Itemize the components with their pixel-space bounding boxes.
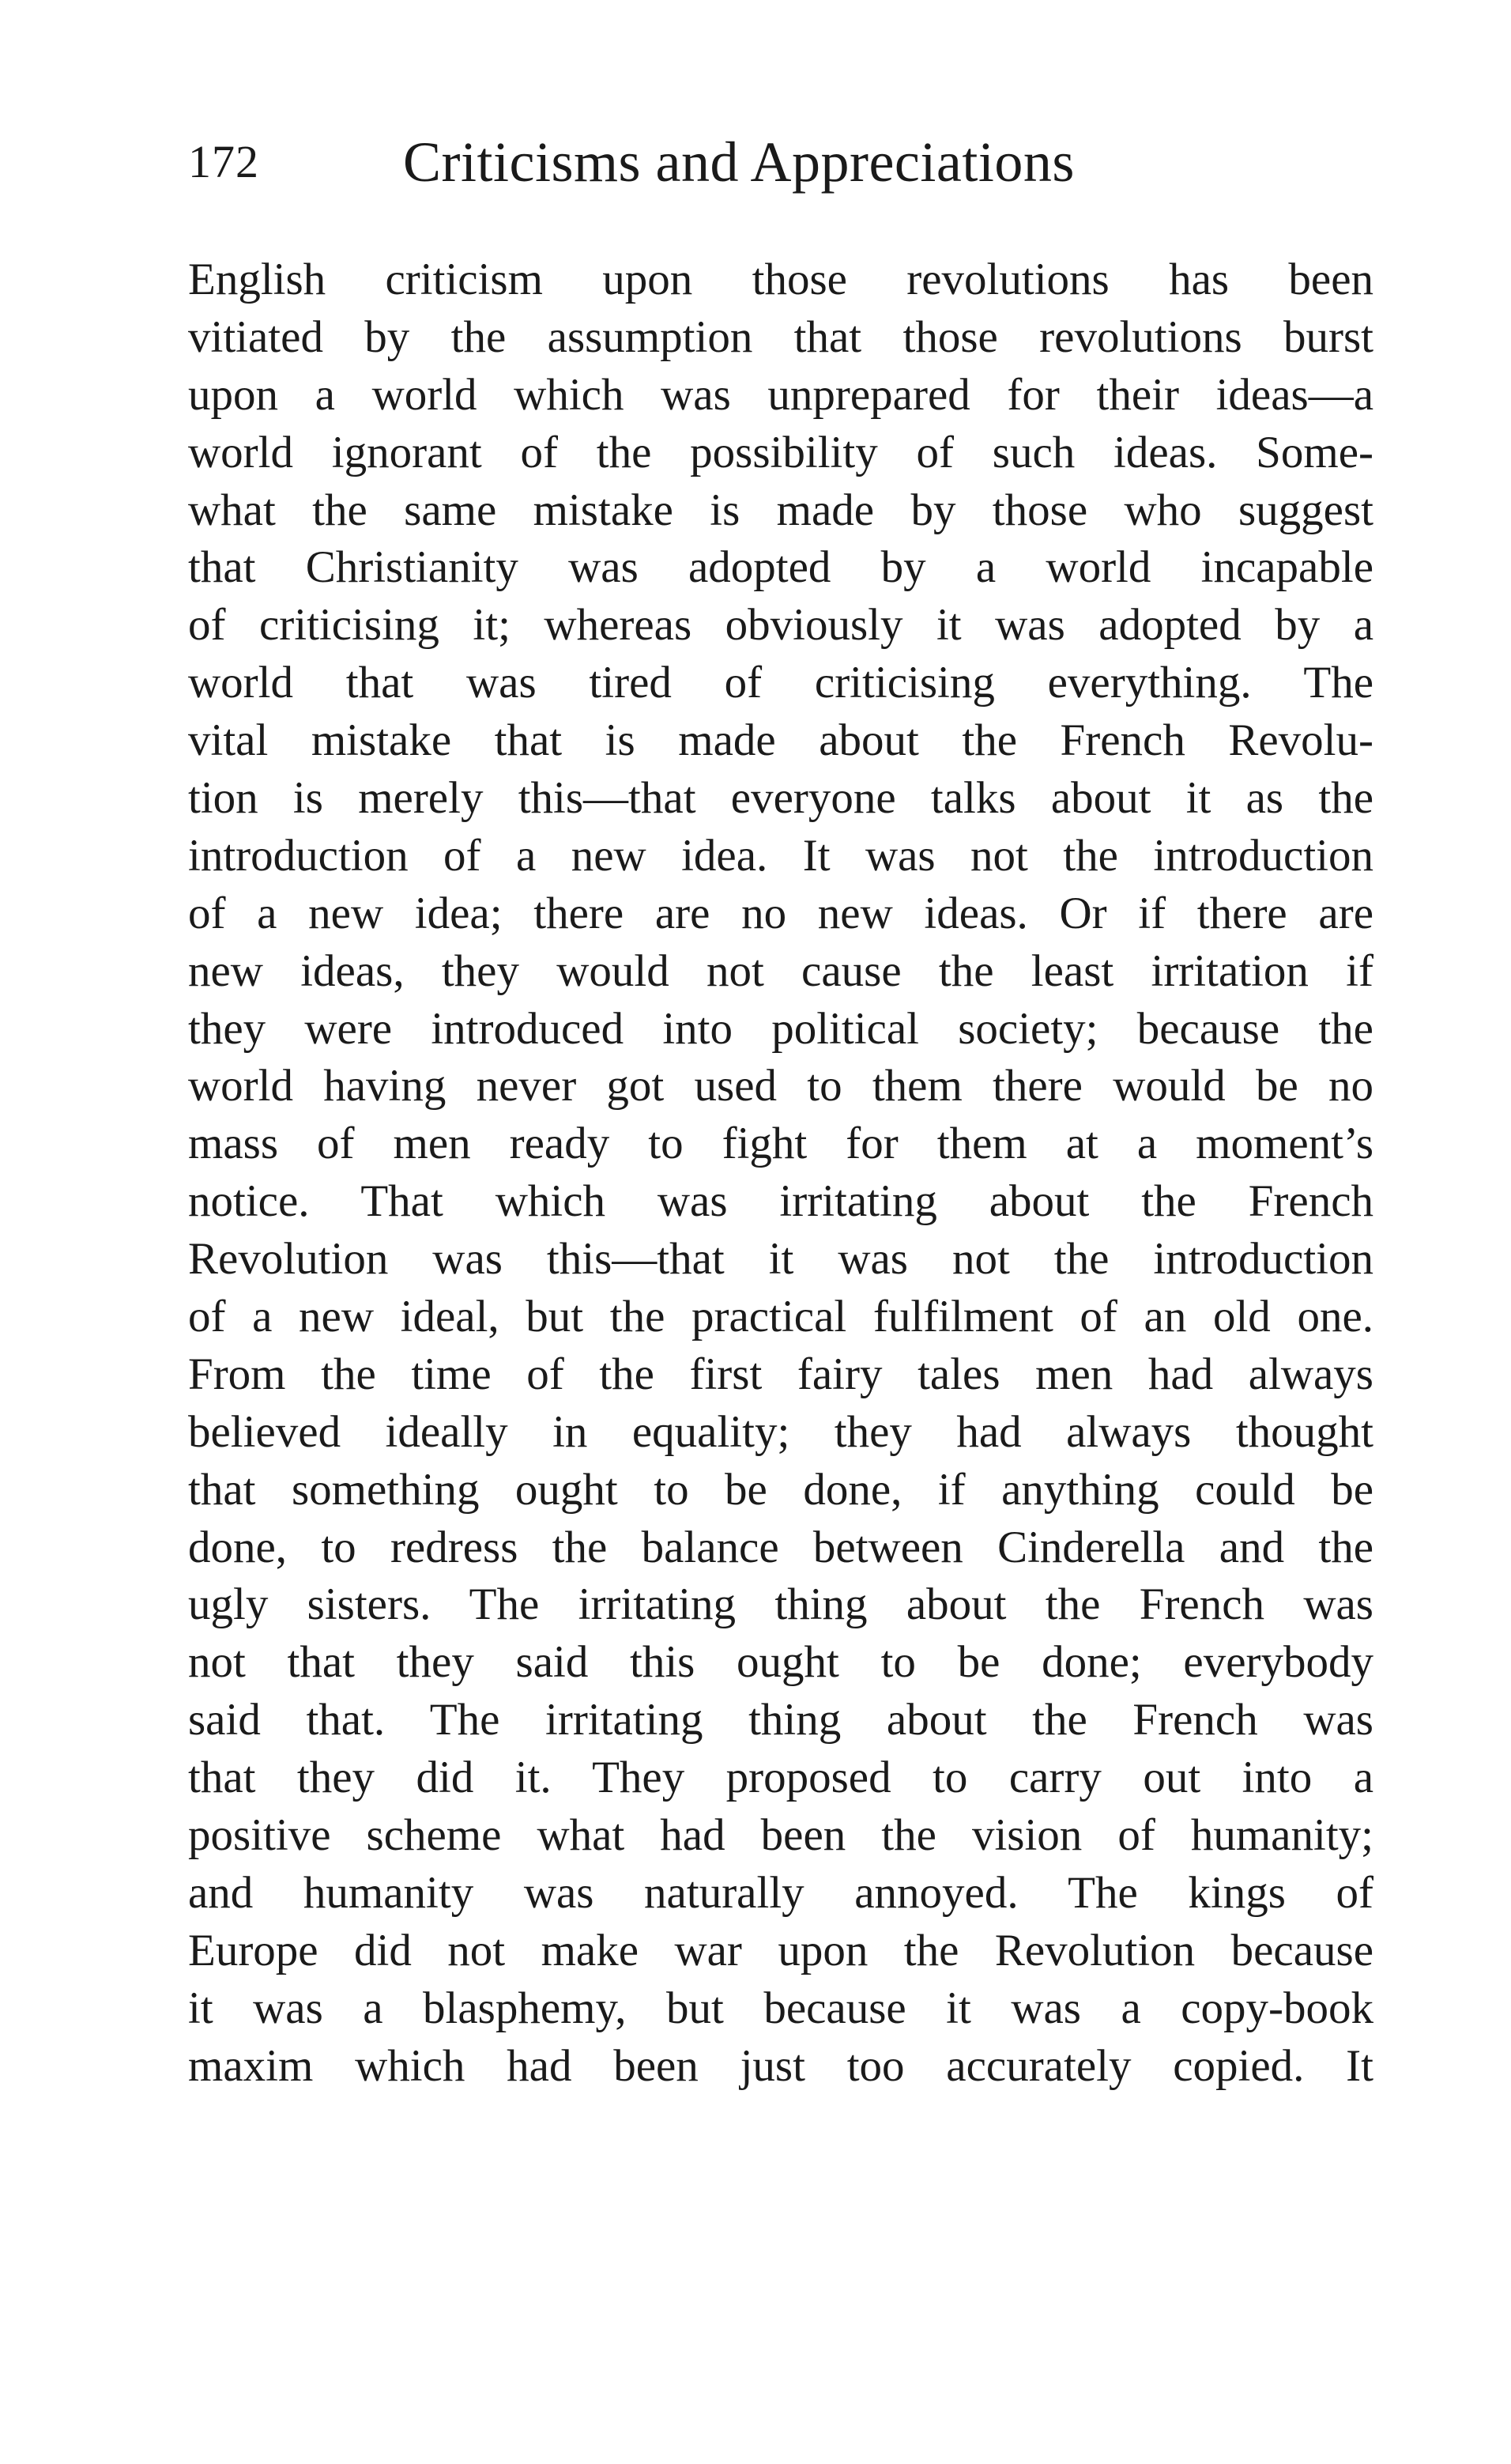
text-line: they were introduced into political society; because the [188, 1003, 1373, 1054]
body-text [188, 251, 1373, 2096]
text-line: vitiated by the assumption that those revolutions burst [188, 311, 1373, 362]
text-line: done, to redress the balance between Cinderella and the [188, 1522, 1373, 1572]
text-line: said that. The irritating thing about the French was [188, 1695, 1373, 1745]
text-line: mass of men ready to fight for them at a moment’s [188, 1119, 1373, 1169]
text-line: upon a world which was unprepared for their ideas—a [188, 369, 1373, 420]
text-line: not that they said this ought to be done; everybody [188, 1637, 1373, 1688]
text-line: positive scheme what had been the vision of humanity; [188, 1810, 1373, 1861]
text-line: Revolution was this—that it was not the introduction [188, 1234, 1373, 1285]
text-line: that something ought to be done, if anything could be [188, 1464, 1373, 1515]
text-line: vital mistake that is made about the French Revolu- [188, 715, 1373, 766]
text-line: ugly sisters. The irritating thing about the French was [188, 1579, 1373, 1630]
text-line: maxim which had been just too accurately copied. It [188, 2040, 1373, 2091]
text-line: From the time of the first fairy tales men had always [188, 1349, 1373, 1399]
text-line: of a new ideal, but the practical fulfilment of an old one. [188, 1292, 1373, 1342]
text-line: world ignorant of the possibility of such ideas. Some- [188, 427, 1373, 477]
running-head [188, 126, 1373, 198]
text-line: that Christianity was adopted by a world incapable [188, 542, 1373, 593]
running-title: Criticisms and Appreciations [403, 130, 1075, 194]
text-line: that they did it. They proposed to carry out into a [188, 1753, 1373, 1803]
text-line: tion is merely this—that everyone talks about it as the [188, 773, 1373, 824]
text-line: introduction of a new idea. It was not the introduction [188, 830, 1373, 881]
text-line: world that was tired of criticising everything. The [188, 658, 1373, 708]
text-line: believed ideally in equality; they had always thought [188, 1406, 1373, 1457]
page-number: 172 [188, 136, 259, 187]
text-line: of a new idea; there are no new ideas. Or if there are [188, 888, 1373, 938]
text-line: of criticising it; whereas obviously it was adopted by a [188, 600, 1373, 651]
text-line: English criticism upon those revolutions has been [188, 255, 1373, 304]
text-line: Europe did not make war upon the Revolution because [188, 1925, 1373, 1975]
text-line: world having never got used to them there would be no [188, 1061, 1373, 1111]
text-line: new ideas, they would not cause the least irritation if [188, 945, 1373, 996]
text-line: notice. That which was irritating about the French [188, 1176, 1373, 1227]
text-line: what the same mistake is made by those who suggest [188, 485, 1373, 535]
text-line: and humanity was naturally annoyed. The kings of [188, 1867, 1373, 1918]
text-line: it was a blasphemy, but because it was a copy-book [188, 1983, 1373, 2033]
